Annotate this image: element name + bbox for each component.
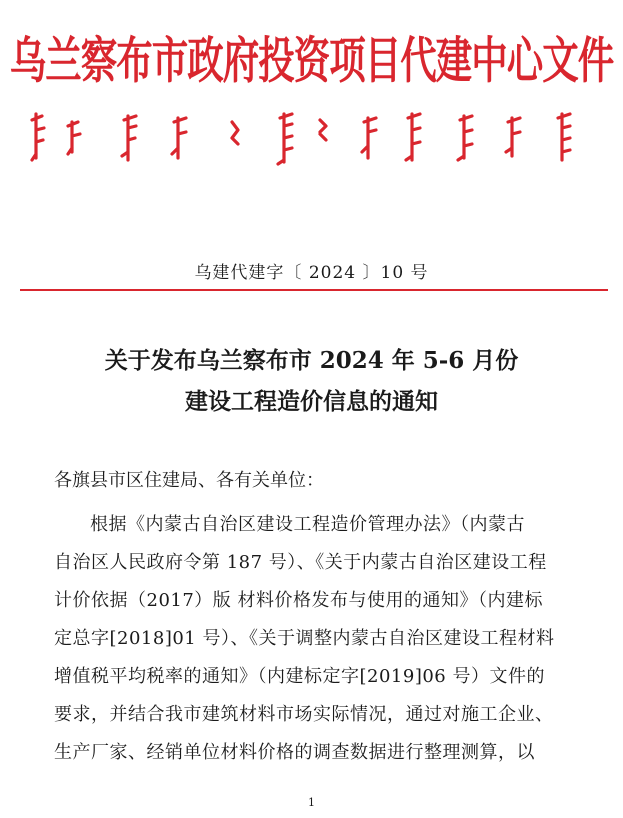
body-line: 根据《内蒙古自治区建设工程造价管理办法》（内蒙古 bbox=[90, 514, 525, 535]
mongolian-script-graphic bbox=[28, 108, 598, 168]
body-line: 定总字[2018]01 号）、《关于调整内蒙古自治区建设工程材料 bbox=[54, 628, 555, 649]
letterhead-title: 乌兰察布市政府投资项目代建中心文件 bbox=[9, 31, 614, 90]
body-line: 要求，并结合我市建筑材料市场实际情况，通过对施工企业、 bbox=[54, 704, 554, 725]
body-line: 自治区人民政府令第 187 号）、《关于内蒙古自治区建设工程 bbox=[54, 552, 547, 573]
red-divider-line bbox=[20, 289, 608, 291]
document-title-line-2: 建设工程造价信息的通知 bbox=[185, 388, 438, 415]
body-line: 计价依据（2017）版 材料价格发布与使用的通知》（内建标 bbox=[54, 590, 544, 611]
document-title-line-1: 关于发布乌兰察布市 2024 年 5-6 月份 bbox=[104, 347, 519, 374]
body-line: 生产厂家、经销单位材料价格的调查数据进行整理测算，以 bbox=[54, 742, 535, 763]
body-line: 增值税平均税率的通知》（内建标定字[2019]06 号）文件的 bbox=[54, 666, 545, 687]
mongolian-script-line bbox=[28, 108, 598, 168]
document-number: 乌建代建字〔 2024 〕10 号 bbox=[194, 263, 429, 283]
salutation: 各旗县市区住建局、各有关单位： bbox=[54, 470, 324, 491]
page-number: 1 bbox=[308, 796, 315, 809]
